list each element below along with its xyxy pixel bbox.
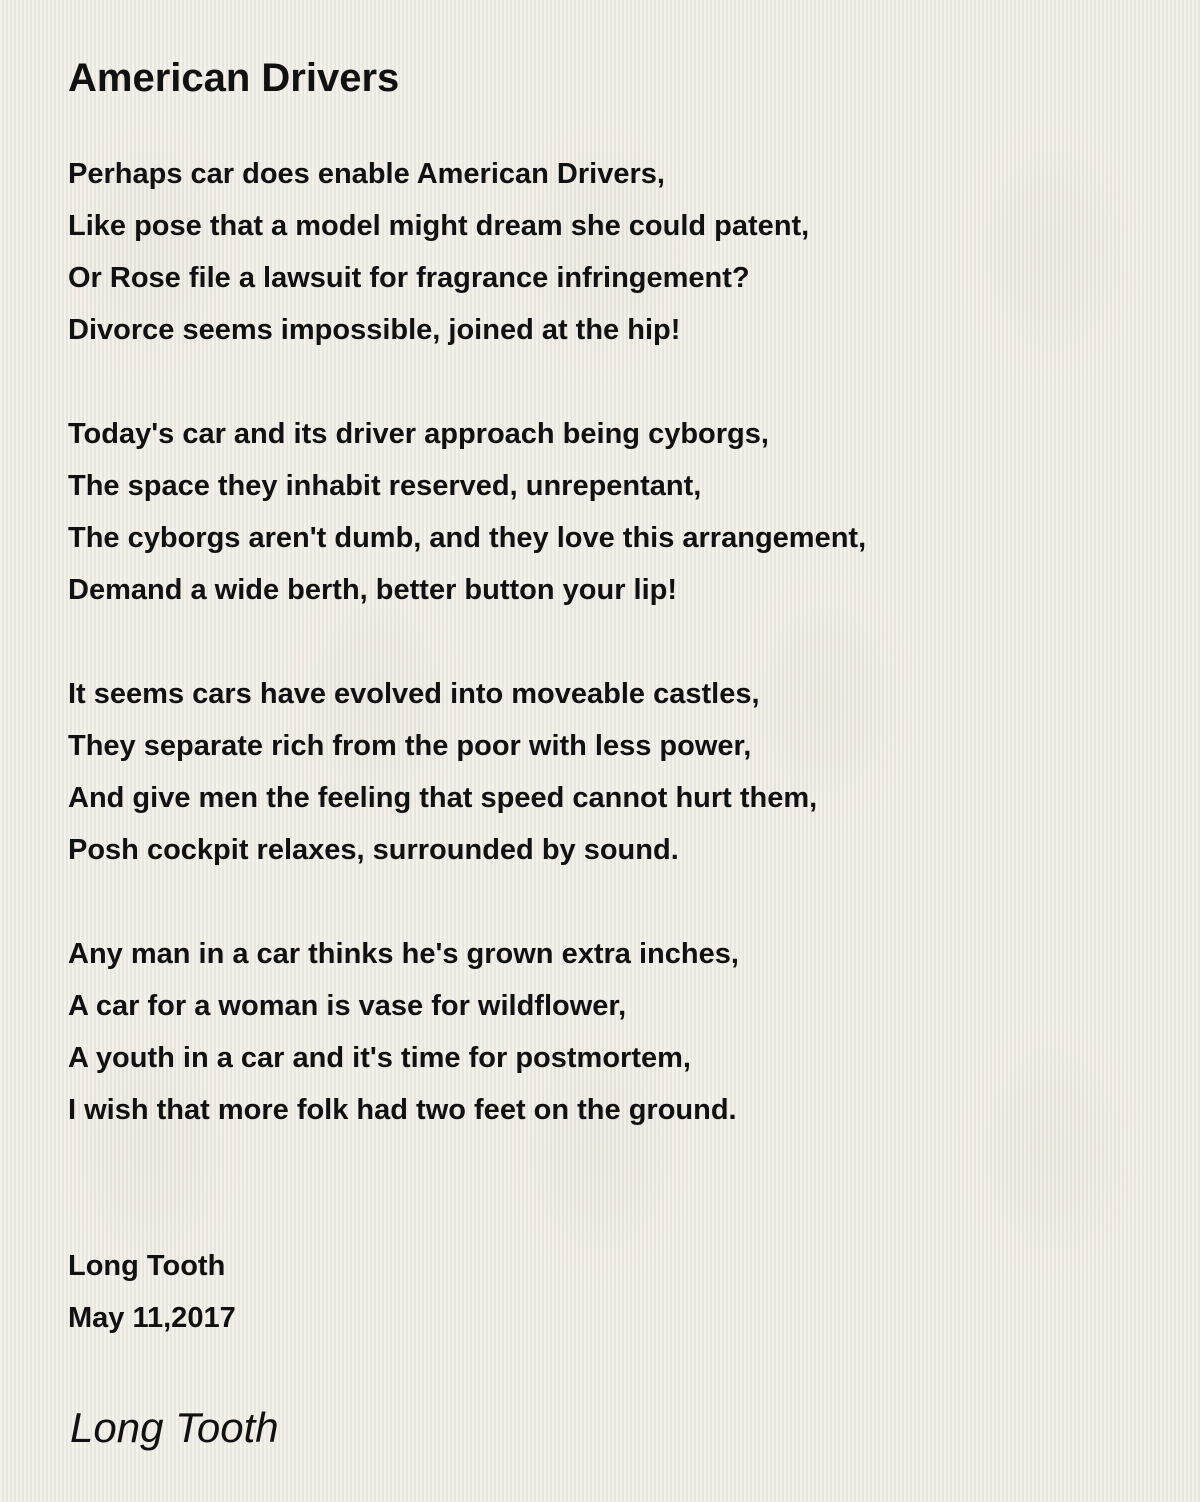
- signature-date: May 11,2017: [68, 1302, 236, 1334]
- poem-line: Divorce seems impossible, joined at the hip!: [68, 314, 681, 346]
- poem-line: Demand a wide berth, better button your lip!: [68, 574, 678, 606]
- poem-line: Perhaps car does enable American Drivers,: [68, 158, 665, 190]
- poem-line: Like pose that a model might dream she could patent,: [68, 210, 810, 242]
- stanza-2: [68, 408, 1148, 616]
- signature-block: [68, 1240, 236, 1344]
- stanza-4: [68, 928, 1148, 1136]
- poem-line: A youth in a car and it's time for postmortem,: [68, 1042, 691, 1074]
- poem-line: The cyborgs aren't dumb, and they love this arrangement,: [68, 522, 867, 554]
- stanza-1: [68, 148, 1148, 356]
- stanza-3: [68, 668, 1148, 876]
- poem-line: It seems cars have evolved into moveable castles,: [68, 678, 760, 710]
- poem-line: I wish that more folk had two feet on the ground.: [68, 1094, 737, 1126]
- poem-line: They separate rich from the poor with less power,: [68, 730, 752, 762]
- poem-line: A car for a woman is vase for wildflower,: [68, 990, 627, 1022]
- poem-line: And give men the feeling that speed cannot hurt them,: [68, 782, 818, 814]
- poem-container: [68, 52, 1148, 1188]
- poem-line: Today's car and its driver approach being cyborgs,: [68, 418, 769, 450]
- signature-name: Long Tooth: [68, 1250, 226, 1282]
- poem-line: Posh cockpit relaxes, surrounded by sound.: [68, 834, 679, 866]
- poem-line: The space they inhabit reserved, unrepentant,: [68, 470, 702, 502]
- poem-line: Or Rose file a lawsuit for fragrance infringement?: [68, 262, 750, 294]
- poem-body: [68, 148, 1148, 1136]
- poem-title: American Drivers: [68, 56, 400, 100]
- poem-line: Any man in a car thinks he's grown extra inches,: [68, 938, 739, 970]
- author-footer: Long Tooth: [70, 1404, 279, 1451]
